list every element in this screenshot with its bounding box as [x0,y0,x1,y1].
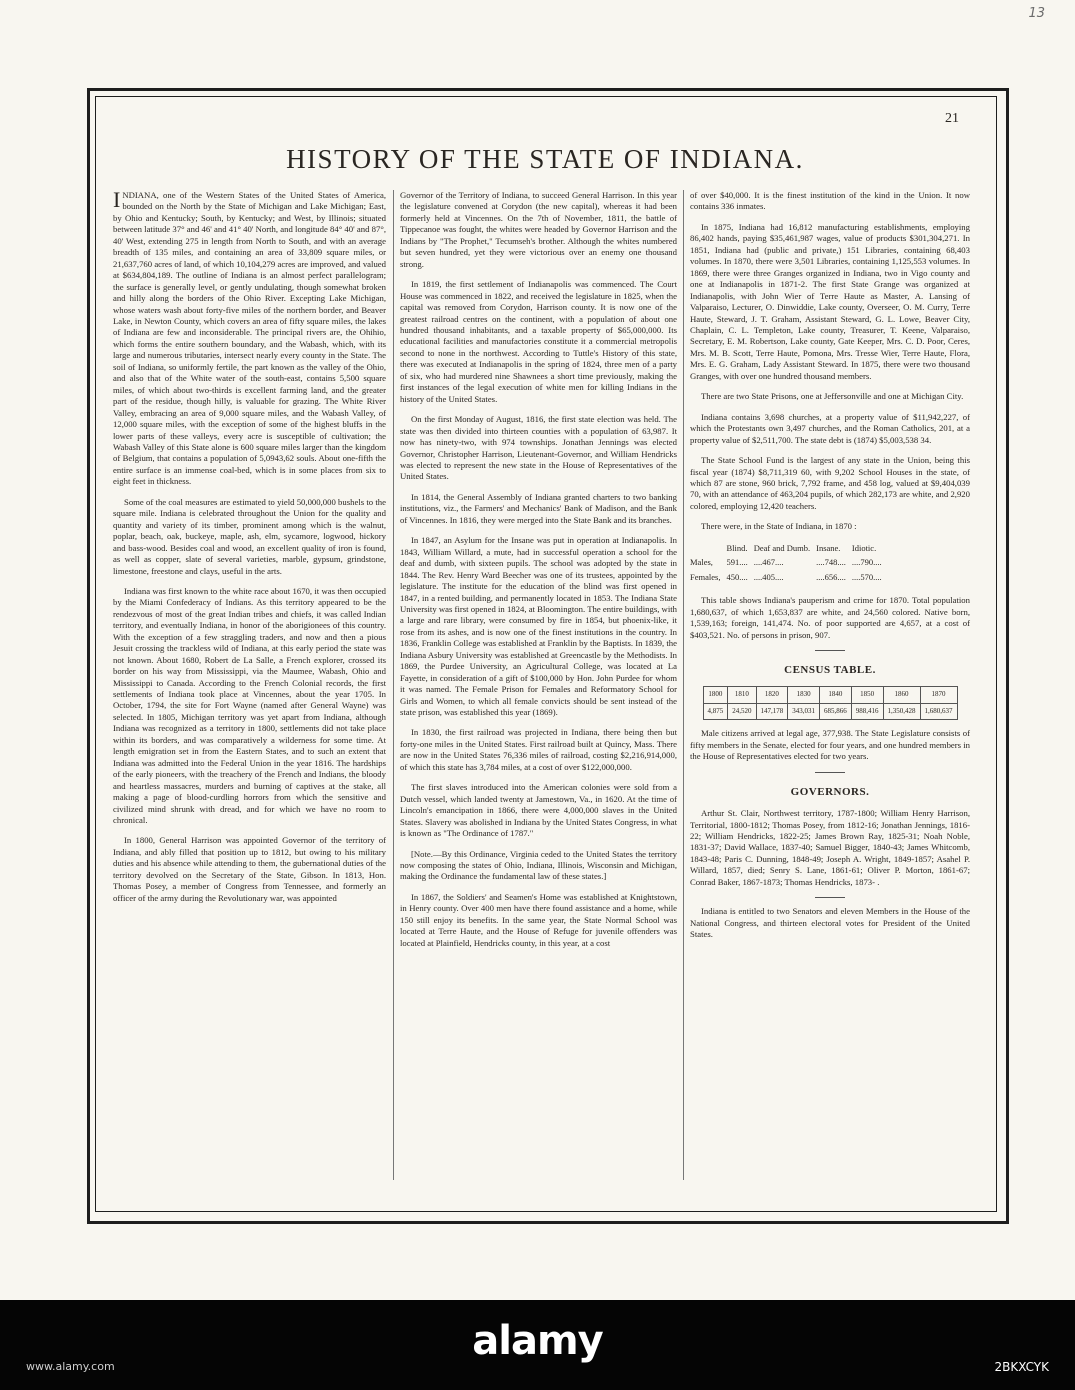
table-row: Females, 450.... ....405.... ....656.... ....570.... [690,571,882,582]
paragraph: Some of the coal measures are estimated to yield 50,000,000 bushels to the square mile. Indiana is celebrated throughout the Union for the quality and quantity and variety of its timber, prominent among which is the walnut, poplar, beach, oak, buckeye, maple, ash, elm, sycamore, logwood, hickory and bass-wood. Besides coal and wood, an excellent quality of iron is found, as well as copper, slate of several varieties, marble, gypsum, grindstone, limestone, freestone and clays, useful in the arts. [113,496,386,576]
paragraph: of over $40,000. It is the finest institution of the kind in the Union. It now contains 336 inmates. [690,190,970,212]
paragraph: In 1830, the first railroad was projected in Indiana, there being then but forty-one miles in the United States. First railroad built at Quincy, Mass. There are now in the United States 76,336 miles of railroad, costing $2,216,914,000, of which this state has 3,784 miles, at a cost of over $122,000,000. [400,727,677,772]
census-values-row: 4,875 24,520 147,178 343,031 685,866 988,416 1,350,428 1,680,637 [703,703,957,719]
census-years-row: 1800 1810 1820 1830 1840 1850 1860 1870 [703,687,957,703]
paragraph: In 1819, the first settlement of Indianapolis was commenced. The Court House was commenced in 1822, and received the legislature in 1825, when the capital was removed from Corydon, Harrison county. It is now one of the greatest railroad centres on the continent, with a population of about one hundred thousand inhabitants, and a taxable property of $65,000,000. Its educational facilities and manufactories constitute it a commercial metropolis second to none in the northwest. According to Tuttle's History of this state, there was executed at Indianapolis in the spring of 1824, three men of a party of six, who had murdered nine Shawnees a short time previously, making the first instances of the legal execution of white men for killing Indians in the history of the United States. [400,279,677,404]
page-title: HISTORY OF THE STATE OF INDIANA. [286,144,804,174]
paragraph: This table shows Indiana's pauperism and crime for 1870. Total population 1,680,637, of which 1,653,837 are white, and 24,560 colored. Native born, 1,539,163; foreign, 141,474. No. of poor supported are 4,657, at a cost of $403,521. No. of persons in prison, 907. [690,595,970,640]
table-row: Males, 591.... ....467.... ....748.... ....790.... [690,557,882,568]
column-divider [683,190,684,1180]
census-heading: CENSUS TABLE. [784,663,876,676]
section-rule [815,650,845,651]
paragraph: The State School Fund is the largest of any state in the Union, being this fiscal year (1874) $8,711,319 60, with 9,202 School Houses in the state, of which 87 are stone, 960 brick, 7,792 frame, and 458 log, valued at $9,404,039 70, with an attendance of 463,204 pupils, of which 282,173 are white, and 2,920 colored, employing 12,420 teachers. [690,455,970,511]
governors-heading: GOVERNORS. [790,785,870,798]
column-1 [113,187,386,913]
section-rule [815,897,845,898]
drop-cap: I [113,187,121,212]
paragraph: There are two State Prisons, one at Jeffersonville and one at Michigan City. [701,391,964,402]
insane-table [690,542,888,585]
paragraph: Arthur St. Clair, Northwest territory, 1787-1800; William Henry Harrison, Territorial, 1800-1812; Thomas Posey, from 1812-16; Jonathan Jennings, 1816-22; William Hendricks, 1822-25; James Brown Ray, 1825-31; Noah Noble, 1831-37; David Wallace, 1837-40; Samuel Bigger, 1840-43; James Whitcomb, 1843-48; Paris C. Dunning, 1848-49; Joseph A. Wright, 1849-1857; Asahel P. Willard, 1857, died; Senry S. Lane, 1861-61; Oliver P. Morton, 1861-67; Conrad Baker, 1867-1873; Thomas Hendricks, 1873- . [690,808,970,887]
paragraph: Male citizens arrived at legal age, 377,938. The State Legislature consists of fifty members in the Senate, elected for four years, and one hundred members in the House of Representatives elected for two years. [690,728,970,762]
page-number: 21 [945,111,959,126]
watermark-image-id: 2BKXCYK [994,1360,1049,1374]
paragraph: In 1867, the Soldiers' and Seamen's Home was established at Knightstown, in Henry county. Over 400 men have there found assistance and a home, while 150 still enjoy its benefits. In the same year, the State Normal School was located at Terre Haute, and the House of Refuge for juvenile offenders was located at Plainfield, Hendricks county, in this year, at a cost [400,891,677,948]
paragraph: Indiana was first known to the white race about 1670, it was then occupied by the Miami Confederacy of Indians. As this territory appeared to be the rendezvous of most of the great Indian tribes and chiefs, it was called Indian territory, and eventually Indiana, in honor of the aborigionees of this country. With the exception of a few straggling traders, and now and then a pious Jesuit crossing the trackless wild of Indiana, at this early period the state was not known. About 1680, Robert de La Salle, a French explorer, crossed its border on his way from Mississippi, via the Maumee, Wabash, Ohio and Mississippi to Canada. According to the French Colonial records, the first settlements of Indiana took place at Vincennes, about the year 1705. In October, 1794, the site for Fort Wayne (named after General Wayne) was selected. In 1805, Michigan territory was yet apart from Indiana, although Indiana was recognized as a territory in 1800, settlements did not take place within its borders, and was comparatively a wilderness for some time. At length emigration set in from the Eastern States, and to such an extent that Indiana was admitted into the Federal Union in the year 1816. The hardships of the early pioneers, with the treachery of the French and Indians, the bloody and heartless massacres, murders and burning of captives at the stake, all making a page of blood-curdling horrors from which the sensitive and civilized mind shrunk with dread, and for which we have no room to chronical. [113,585,386,826]
paragraph: Governor of the Territory of Indiana, to succeed General Harrison. In this year the legislature convened at Corydon (the new capital), whereas it had been formerly held at Vincennes. On the 7th of November, 1811, the battle of Tippecanoe was fought, the whites were headed by Governor Harrison and the Indians by "The Prophet," Tecumseh's brother. Although the whites numbered but seven hundred, yet they were victorious over an enemy one thousand strong. [400,190,677,269]
census-table [703,686,958,720]
section-rule [815,772,845,773]
paragraph: In 1875, Indiana had 16,812 manufacturing establishments, employing 86,402 hands, paying $35,461,987 wages, value of products $301,304,271. In 1851, Indiana had (public and private,) 151 Libraries, containing 68,403 volumes. In 1870, there were 3,501 Libraries, containing 1,125,553 volumes. In 1869, there were three Granges organized in Indiana, two in Vigo county and one at Indianapolis in 1871-2. The first State Grange was organized at Indianapolis, with John Wier of Terre Haute as Master, A. Lansing of Valparaiso, Lecturer, O. Dinwiddie, Lake county, Overseer, O. M. Curry, Terre Haute, Steward, J. T. Graham, Assistant Steward, G. L. Lowe, Beaver City, Chaplain, C. L. Templeton, Lake county, Treasurer, T. Keene, Valparaiso, Secretary, E. M. Robertson, Lake county, Gate Keeper, Mrs. C. D. Poor, Ceres, Mrs. M. B. Scott, Terre Haute, Pomona, Mrs. Tresse Wier, Terre Haute, Flora, Mrs. E. G. Graham, Lady Assistant Steward. In 1875, there were two thousand Granges, with over one hundred thousand members. [690,221,970,381]
paragraph: The first slaves introduced into the American colonies were sold from a Dutch vessel, which landed twenty at Jamestown, Va., in 1620. At the time of Lincoln's emancipation in 1866, there were 4,000,000 slaves in the United States. Slavery was abolished in Indiana by the United States Congress, in what is known as "The Ordinance of 1787." [400,782,677,839]
note-paragraph: [Note.—By this Ordinance, Virginia ceded to the United States the territory now composing the states of Ohio, Indiana, Illinois, Wisconsin and Michigan, making the Ordinance the fundamental law of these states.] [400,848,677,882]
column-3 [690,190,970,950]
watermark-url: www.alamy.com [26,1360,115,1373]
paragraph: Indiana contains 3,698 churches, at a property value of $11,942,227, of which the Protestants own 3,497 churches, and the Roman Catholics, 201, at a property value of $2,511,700. The state debt is (1874) $5,003,538 34. [690,411,970,445]
paragraph: There were, in the State of Indiana, in 1870 : [701,521,857,532]
paragraph: INDIANA, one of the Western States of the United States of America, bounded on the North by the State of Michigan and Lake Michigan; East, by Ohio and Kentucky; South, by Kentucky; and West, by Illinois; situated between latitude 37° and 46' and 41° 40' North, and longitude 84° 40' and 87°, 40' West, extending 275 in length from North to South, and with an average breadth of 135 miles, and containing an area of 33,809 square miles, or 21,637,760 acres of land, of which 10,104,279 acres are improved, and valued at $634,804,189. The outline of Indiana is an almost perfect parallelogram; the surface is generally level, or gently undulating, though somewhat broken and hilly along the borders of the Ohio River. Excepting Lake Michigan, whose waters wash about forty-five miles of the northern border, and Beaver Lake, in Newton County, which covers an area of fifty square miles, the lakes of Indiana are few and inconsiderable. The principal rivers are, the Ohihio, which forms the entire southern boundary, and the Wabash, which, with its large and numerous tributaries, intersect nearly every county in the State. The soil of Indiana, so uniformly fertile, the part known as the valley of the Ohio, and also that of the White water of the south-east, contains 5,500 square miles, of which about two-thirds is excellent farming land, and the greater part of the residue, though hilly, is valuable for grazing. The White River Valley, embracing an area of 9,000 square miles, and the Wabash Valley, of 12,000 square miles, with the exception of some of the highest bluffs in the lower parts of these valleys, every acre is susceptible of cultivation; the Wabash Valley of this State alone is 600 square miles larger than the kingdom of Belgium, that contains a population of 5,0943,62 souls. About one-fifth the entire surface is an immense coal-bed, which is in some places from six to eight feet in thickness. [113,187,386,487]
paragraph: In 1814, the General Assembly of Indiana granted charters to two banking institutions, viz., the Farmers' and Mechanics' Bank of Madison, and the Bank of Vincennes. In 1816, they were merged into the State Bank and its branches. [400,491,677,525]
paragraph: Indiana is entitled to two Senators and eleven Members in the House of the National Congress, and thirteen electoral votes for President of the United States. [690,906,970,940]
watermark-logo: alamy [472,1318,603,1364]
paragraph: In 1847, an Asylum for the Insane was put in operation at Indianapolis. In 1843, William Willard, a mute, had in successful operation a school for the deaf and dumb, with sixteen pupils. The school was adopted by the state in 1844. The Rev. Henry Ward Beecher was one of its trustees, appointed by the legislature. The institute for the education of the blind was first opened in 1847, in a rented building, and permanently located in 1853. The Indiana State University was first opened in 1824, at Bloomington. The entire buildings, with a large and rare library, were consumed by fire in 1854, but phoenix-like, it rose from its ashes, and is now one of the finest institutions in the country. In 1836, Franklin College was established at Franklin by the Baptists. In 1839, the Indiana Asbury University was established at Greencastle by the Methodists. In 1869, the Purdee University, an Agricultural College, was located at La Fayette, in consideration of a gift of $100,000 by Hon. John Purdee for whom it was named. The Female Prison for Females and Reformatory School for Girls and Women, to which all female convicts should be sent instead of the state prison, was established this year (1869). [400,535,677,718]
paragraph: In 1800, General Harrison was appointed Governor of the territory of Indiana, and ably filled that position up to 1812, but owing to his military duties and his absence while attending to them, the gubernational duties of the territory devolved on the Secretary of the State, Gibson. In 1813, Hon. Thomas Posey, a member of Congress from Tennessee, and formerly an officer of the army during the Revolutionary war, was appointed [113,835,386,903]
paragraph: On the first Monday of August, 1816, the first state election was held. The state was then divided into thirteen counties with a population of 63,987. It now has ninety-two, with 974 townships. Jonathan Jennings was elected Governor, Christopher Harrison, Lieutenant-Governor, and William Hendricks was elected to represent the new state in the House of Representatives of the United States. [400,414,677,482]
column-2 [400,190,677,958]
table-header-row: Blind. Deaf and Dumb. Insane. Idiotic. [726,542,877,553]
column-divider [393,190,394,1180]
corner-pencil-number: 13 [1028,6,1045,21]
